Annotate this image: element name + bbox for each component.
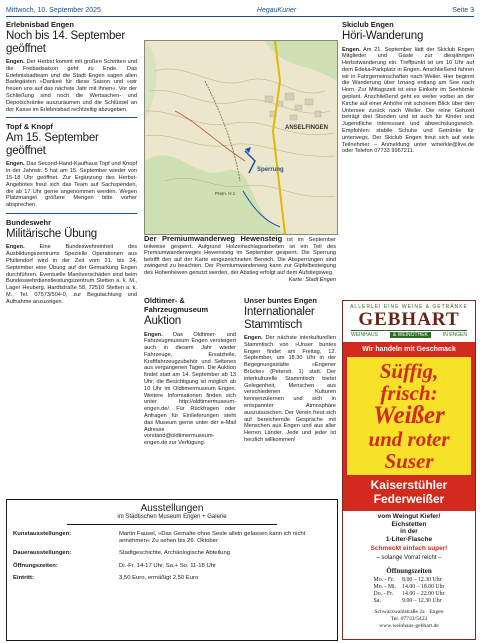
- map-label-closure: Sperrung: [257, 167, 284, 173]
- ad-brand-sub: [351, 330, 467, 338]
- page-number: Seite 3: [452, 6, 474, 14]
- ad-big-4: und roter: [368, 427, 450, 451]
- article-kicker: Skiclub Engen: [342, 20, 394, 29]
- article-lead: Engen.: [244, 335, 263, 341]
- ad-address-street: Schwarzwaldstraße 2a · Engen: [374, 609, 444, 615]
- article-text: Eine Bundeswehreinheit des Ausbildungszentrums Spezielle Operationen aus Pfullendorf wird in der Zeit vom 21. bis 24. September eine Übung auf der Gemarkung Engen durchführen. Eventuelle Manöverschäden sind beim Bundeswehrdienstleistungszentrum Stetten a. k. M., Lager Heuberg, Hardtstraße 58, 72510 Stetten a. k. M., Tel. 07573/504-0, zur Begutachtung und Aufnahme anzuzeigen.: [6, 244, 138, 305]
- article-bundeswehr: [6, 218, 137, 306]
- article-body: [6, 244, 137, 305]
- article-body: [244, 335, 336, 444]
- article-kicker: Topf & Knopf: [6, 122, 53, 132]
- ad-big-3: Weißer: [373, 402, 445, 429]
- exhibitions-row: Dauerausstellungen: Stadtgeschichte, Archäologische Abteilung: [13, 550, 231, 557]
- ad-from-3: in der: [400, 528, 418, 535]
- exhibitions-subtitle: im Städtischen Museum Engen + Galerie: [67, 514, 277, 525]
- ad-address: [343, 609, 475, 630]
- table-row: Mo. - Fr. 8.00 – 12.30 Uhr: [373, 577, 442, 583]
- article-lead: Engen.: [6, 161, 25, 168]
- column-oldtimer: [144, 296, 236, 447]
- article-erlebnisbad: [6, 20, 137, 113]
- article-kicker: Bundeswehr: [6, 217, 52, 227]
- ad-red-panel: [343, 342, 475, 511]
- ad-top-line: ALLERLEI EINE WEINE & GETRÄNKE: [350, 304, 468, 310]
- ad-hours-title: Öffnungszeiten: [386, 567, 432, 575]
- ad-from: [343, 513, 475, 543]
- article-lead: Engen.: [144, 331, 163, 338]
- ad-big-2: frisch:: [380, 381, 438, 405]
- caption-title: Der Premiumwanderweg Hewensteig: [144, 234, 283, 243]
- ad-from-4: 1-Liter-Flasche: [385, 535, 433, 543]
- article-headline: Militärische Übung: [6, 227, 97, 240]
- article-lead: Engen.: [342, 46, 361, 53]
- wine-advertisement: [342, 300, 476, 640]
- table-row: Sa. 9.00 – 12.30 Uhr: [373, 598, 442, 604]
- article-lead: Engen.: [6, 59, 25, 65]
- article-kicker: Oldtimer- & Fahrzeugmuseum: [144, 296, 209, 314]
- page-header: [6, 4, 474, 17]
- article-kicker: Erlebnisbad Engen: [6, 20, 74, 29]
- ad-special: Schmeckt einfach super!: [370, 545, 448, 552]
- article-lead: Engen.: [6, 244, 25, 251]
- ad-sub-mid: & WEINOTHEK: [390, 332, 431, 338]
- exhibitions-row: Eintritt: 3,50 Euro, ermäßigt 2,50 Euro: [13, 574, 199, 581]
- map-graphic: [145, 41, 337, 234]
- article-headline: Auktion: [144, 315, 181, 327]
- ad-sub-left: WEINHAUS: [351, 332, 378, 338]
- ad-brand: GEBHART: [358, 309, 460, 330]
- article-text: Am 21. September lädt der Skiclub Engen Mitglieder und Gäste zur diesjährigen Herbstwanderung ein. Treffpunkt ist um 10 Uhr auf dem Edeka-Parkplatz in Engen. Anschließend fahren wir in Fahrgemeinschaften nach Weiler. Hier beginnt die Wanderung über Iznang entlang am See nach Horn. Zur Mittagszeit ist eine Einkehr im Seehörnle geplant. Anschließend geht es weiter vorbei an der Kirche auf einer Anhöhe mit schönem Blick über den Untersee zurück nach Weiler. Die reine Gehzeit beträgt drei Stunden und ist auch für Kinder und Jugendliche interessant und abwechslungsreich. Empfohlen: stabile Schuhe und Getränke für unterwegs. Der Skiclub Engen freut sich auf viele Teilnehmer – Anmeldung unter wmerkle@live.de oder Telefon 07733 9967211.: [342, 46, 475, 155]
- article-body: [144, 332, 236, 448]
- article-kicker: Unser buntes Engen: [244, 296, 317, 305]
- caption-text: ist im September teilweise gesperrt. Aufgrund Holzeinschlagsarbeiten ist ein Teil des Premiumwanderweges Hewensteig im September gesperrt. Die Sperrung betrifft den auf der Karte eingezeichneten Bereich. Die Absperrungen sind zwingend zu beachten. Der Premiumwanderweg kann zur Gipfelbesteigung des Hohenhewen genutzt werden, der Abstieg erfolgt auf dem Aufstiegsweg.: [144, 237, 337, 276]
- ad-stock: – solange Vorrat reicht –: [376, 555, 442, 561]
- paper-name: HegauKurier: [256, 6, 297, 14]
- table-row: Do. - Fr. 14.00 – 22.00 Uhr: [373, 591, 445, 597]
- article-text: Der Herbst kommt mit großen Schritten und die Freibadsaison geht zu Ende. Das Erlebnisbadteam und die Stadt Engen sagen allen Badegästen »Dankeé für diese Saison und »wir freuen uns auf das nächste Jahr mit Ihnen«. Vor der Schließung sind noch die Wertsachen- und Depotschränke auszuräumen und die Schlüssel an der Kasse im Erlebnisbad rechtzeitig abzugeben.: [6, 59, 137, 113]
- ad-hours-table: [371, 577, 448, 605]
- exhibitions-box: [6, 499, 338, 641]
- ad-big-1: Süffig,: [379, 359, 439, 383]
- article-headline: Internationaler Stammtisch: [244, 306, 315, 331]
- caption-credit: Karte: Stadt Engen: [288, 276, 336, 283]
- map-label-route: Prem. H 1: [215, 191, 236, 196]
- map-caption: [144, 236, 336, 283]
- ad-big-5: Suser: [384, 449, 434, 473]
- column-stammtisch: [244, 296, 336, 444]
- ad-phone: Tel. 07733/5422: [390, 616, 428, 622]
- column-left: [6, 20, 137, 306]
- article-body: [6, 161, 137, 209]
- article-headline: Noch bis 14. September geöffnet: [6, 30, 125, 55]
- exhibitions-row: Kunstausstellungen: Martin Fausel, »Das Gemalte ohne Seele allein gelassen kann ich nicht annehmen« Zu sehen bis 26. Oktober: [13, 531, 306, 545]
- issue-date: Mittwoch, 10. September 2025: [6, 6, 101, 14]
- divider: [6, 213, 137, 214]
- ad-wine-2: Federweißer: [373, 492, 445, 506]
- ad-yellow-panel: [347, 357, 471, 475]
- article-text: Das Second-Hand-Kaufhaus Topf und Knopf in der Jahnstr. 5 hat am 15. September wieder von 15-18 Uhr geöffnet. Zur Ergänzung des Herbst-Angebotes freut sich das Team auf Sachspenden, die ab 17 Uhr gerne angenommen werden. Wegen Platzmangel größere Mengen bitte vorher absprechen.: [6, 161, 137, 209]
- article-text: Der nächste interkulturellen Stammtisch von »Unser buntes Engen findet am Freitag, 12. September, um 18.30 Uhr in der Begegnungsstätte »Engener Brücke« (Peterstr. 1) statt. Der interkulturelle Stammtisch bietet Gelegenheit, Menschen aus verschiedenen Kulturen kennenzulernen und sich in entspannter Atmosphäre auszutauschen. Der Verein freut sich auf bereichernde Gespräche mit Menschen aus Engen und aus aller Herren Länder. Jede und jeder ist herzlich willkommen!: [244, 335, 337, 443]
- article-headline: Höri-Wanderung: [342, 30, 424, 42]
- ad-from-1: vom Weingut Kiefer/: [377, 513, 441, 520]
- map-label-town: ANSELFINGEN: [285, 125, 329, 131]
- article-body: [6, 59, 137, 113]
- column-skiclub: [342, 20, 474, 155]
- article-topf-knopf: [6, 122, 137, 209]
- article-headline: Am 15. September geöffnet: [6, 132, 99, 157]
- ad-sub-right: IN ENGEN: [442, 332, 467, 338]
- table-row: Mo. - Mi. 14.00 – 18.00 Uhr: [373, 584, 445, 590]
- ad-wine-1: Kaiserstühler: [370, 478, 448, 492]
- ad-slogan: Wir handeln mit Geschmack: [362, 346, 456, 353]
- exhibitions-title: Ausstellungen: [140, 503, 204, 514]
- article-text: Das Oldtimer- und Fahrzeugmuseum Engen versteigert auch in diesem Jahr wieder Fahrzeuge, Ersatzteile, Kraftfahrzeugzubehör und Seltenes aus vergangenen Tagen. Die Auktion findet statt am 14. September ab 13 Uhr, die Besichtigung ist möglich ab 10 Uhr im Oldtimermuseum Engen. Weitere Informationen finden sich unter http://oldtimermuseum-engen.de/. Für Rückfragen oder Anfragen für Einlieferungen steht das Museum gerne unter der e-Mail Adresse vorstand@oldtimermuseum-engen.de zur Verfügung.: [144, 331, 236, 447]
- ad-website[interactable]: www.weinhaus-gebhart.de: [379, 623, 439, 629]
- ad-from-2: Eichstetten: [391, 520, 427, 528]
- trail-map: [144, 40, 338, 235]
- article-body: [342, 47, 474, 156]
- divider: [6, 117, 137, 118]
- exhibitions-row: Öffnungszeiten: Di.-Fr. 14-17 Uhr, Sa.+ So. 11-18 Uhr: [13, 562, 216, 569]
